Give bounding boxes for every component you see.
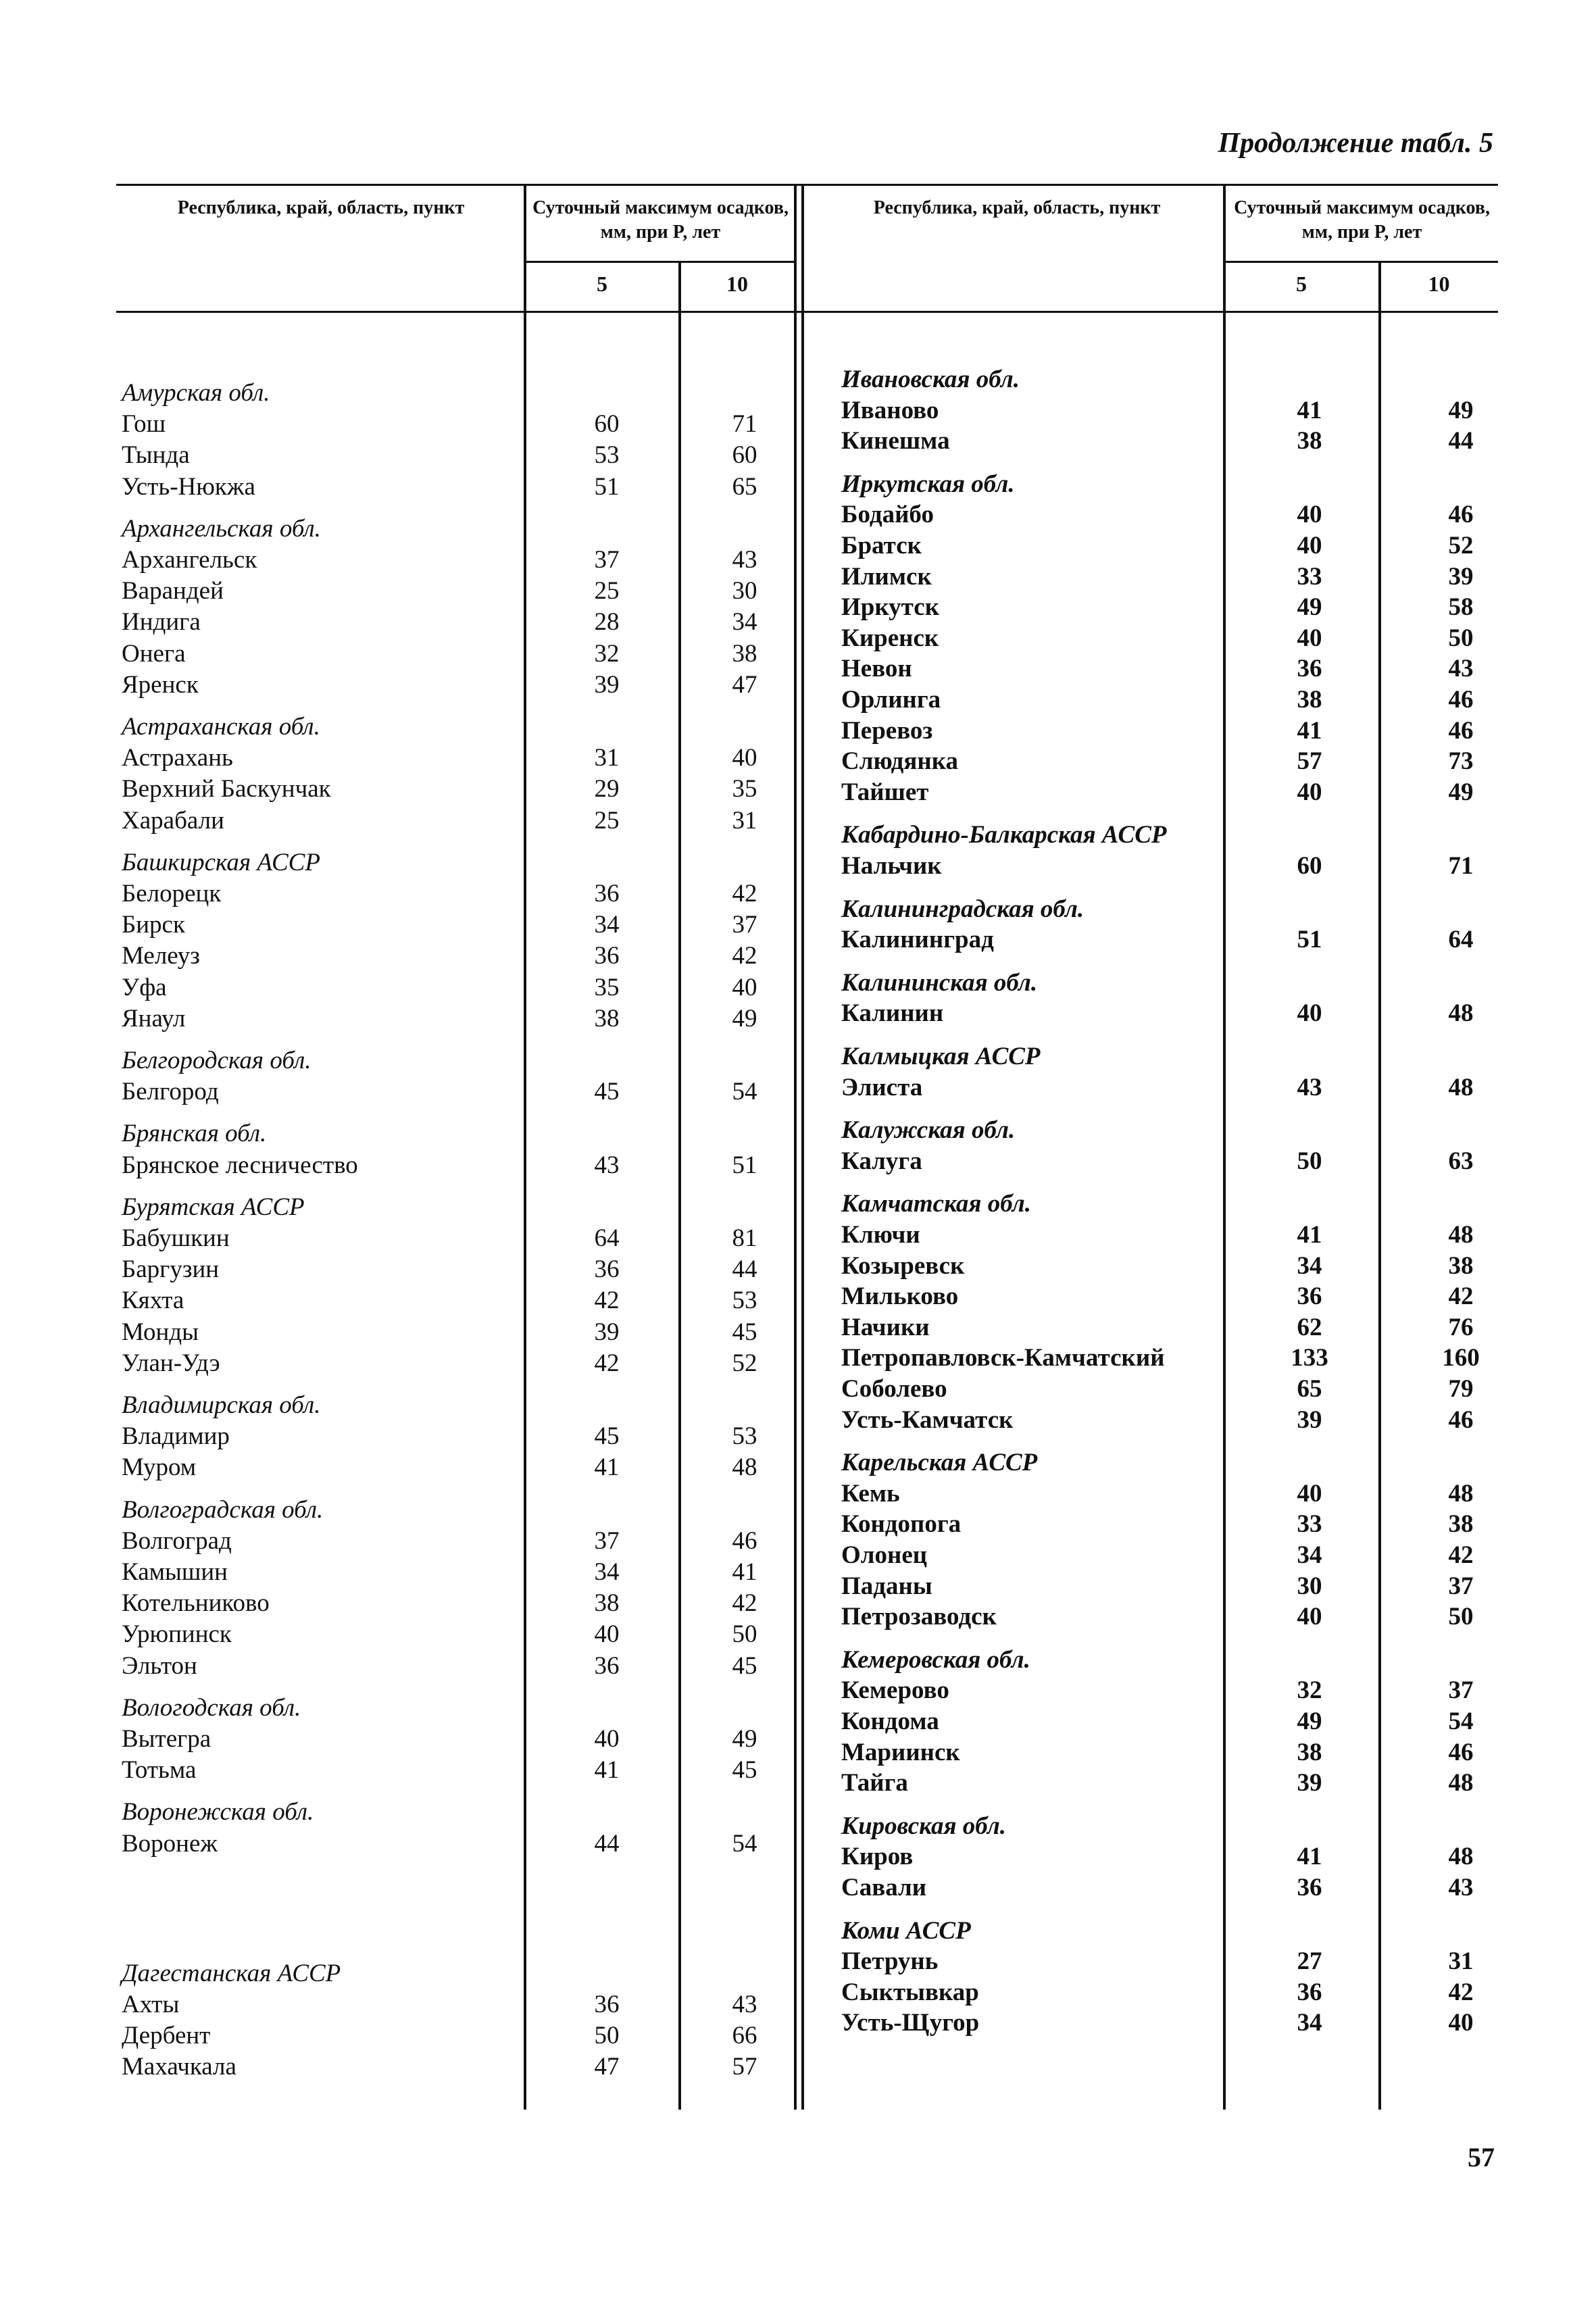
place-name: Петропавловск-Камчатский — [841, 1344, 1165, 1372]
value-p10: 48 — [1448, 1769, 1474, 1797]
region-heading: Карельская АССР — [841, 1449, 1038, 1477]
value-p5: 53 — [594, 441, 620, 470]
value-p5: 40 — [1297, 1479, 1322, 1508]
place-name: Бодайбо — [841, 501, 934, 529]
place-name: Слюдянка — [841, 747, 958, 776]
value-p5: 45 — [594, 1422, 620, 1451]
region-heading: Башкирская АССР — [122, 848, 320, 876]
place-name: Ахты — [122, 1991, 180, 2018]
value-p10: 60 — [732, 441, 757, 470]
value-p5: 133 — [1291, 1344, 1328, 1372]
value-p10: 43 — [1448, 1874, 1474, 1901]
value-p5: 62 — [1297, 1313, 1322, 1341]
value-p5: 35 — [594, 973, 620, 1001]
value-p5: 39 — [1297, 1405, 1322, 1434]
value-p10: 40 — [732, 744, 757, 772]
value-p5: 42 — [594, 1349, 620, 1377]
value-p5: 41 — [1297, 1843, 1322, 1871]
place-name: Невон — [841, 655, 912, 683]
value-p5: 28 — [594, 608, 620, 637]
value-p10: 46 — [1448, 1405, 1474, 1434]
value-p5: 34 — [594, 911, 620, 939]
region-heading: Калмыцкая АССР — [841, 1043, 1041, 1070]
value-p10: 38 — [1448, 1251, 1474, 1280]
value-p10: 45 — [732, 1651, 757, 1680]
value-p5: 39 — [1297, 1769, 1322, 1797]
value-p10: 73 — [1448, 747, 1474, 776]
value-p10: 46 — [1448, 501, 1474, 529]
value-p10: 50 — [1448, 624, 1474, 652]
place-name: Ключи — [841, 1221, 920, 1249]
place-name: Олонец — [841, 1541, 928, 1569]
value-p5: 33 — [1297, 1510, 1322, 1539]
region-heading: Белгородская обл. — [122, 1047, 311, 1074]
value-p5: 40 — [594, 1725, 620, 1753]
value-p5: 45 — [594, 1078, 620, 1106]
value-p10: 47 — [732, 670, 757, 699]
right-sub-divider — [1378, 261, 1381, 2110]
place-name: Монды — [122, 1318, 199, 1346]
place-name: Иркутск — [841, 593, 940, 622]
value-p10: 48 — [1448, 1843, 1474, 1871]
region-heading: Архангельская обл. — [122, 514, 321, 543]
place-name: Эльтон — [122, 1651, 197, 1680]
place-name: Савали — [841, 1874, 927, 1901]
value-p10: 46 — [1448, 686, 1474, 714]
value-p5: 40 — [1297, 1603, 1322, 1631]
value-p10: 41 — [732, 1558, 757, 1586]
place-name: Сыктывкар — [841, 1978, 979, 2006]
value-p10: 37 — [732, 911, 757, 939]
value-p5: 36 — [594, 1255, 620, 1284]
place-name: Астрахань — [122, 744, 233, 772]
value-p5: 34 — [1297, 1251, 1322, 1280]
value-p10: 49 — [732, 1004, 757, 1032]
value-p10: 51 — [732, 1151, 757, 1179]
place-name: Янаул — [122, 1004, 186, 1032]
value-p5: 49 — [1297, 593, 1322, 622]
value-p5: 47 — [594, 2053, 620, 2081]
value-p5: 34 — [1297, 2009, 1322, 2037]
left-sub-divider — [678, 261, 681, 2110]
place-name: Соболево — [841, 1375, 947, 1403]
value-p10: 35 — [732, 775, 757, 803]
value-p10: 48 — [1448, 1073, 1474, 1101]
value-p10: 42 — [732, 880, 757, 907]
place-name: Белгород — [122, 1078, 219, 1106]
value-p10: 48 — [732, 1453, 757, 1482]
value-p5: 38 — [594, 1004, 620, 1032]
value-p10: 64 — [1448, 926, 1474, 954]
place-name: Кяхта — [122, 1287, 184, 1315]
value-p10: 54 — [1448, 1708, 1474, 1735]
value-p10: 48 — [1448, 999, 1474, 1028]
place-name: Кемерово — [841, 1676, 949, 1705]
value-p10: 44 — [1448, 427, 1474, 455]
right-col-divider — [1223, 184, 1226, 2110]
place-name: Киренск — [841, 624, 939, 652]
header-p5-left: 5 — [597, 272, 607, 296]
region-heading: Владимирская обл. — [122, 1391, 321, 1419]
value-p5: 38 — [594, 1589, 620, 1618]
place-name: Бабушкин — [122, 1224, 230, 1252]
header-place-right: Республика, край, область, пункт — [873, 197, 1161, 218]
place-name: Владимир — [122, 1422, 230, 1451]
value-p10: 46 — [732, 1526, 757, 1555]
value-p10: 76 — [1448, 1313, 1474, 1341]
region-heading: Вологодская обл. — [122, 1693, 301, 1722]
value-p10: 40 — [1448, 2009, 1474, 2037]
place-name: Кондома — [841, 1708, 939, 1735]
place-name: Начики — [841, 1313, 930, 1341]
place-name: Усть-Камчатск — [841, 1405, 1014, 1434]
value-p5: 40 — [1297, 778, 1322, 806]
value-p5: 57 — [1297, 747, 1322, 776]
header-precip-right: Суточный максимум осадков, мм, при P, лет — [1234, 197, 1490, 243]
value-p5: 40 — [1297, 532, 1322, 559]
value-p10: 43 — [732, 1991, 757, 2018]
value-p5: 43 — [1297, 1073, 1322, 1101]
value-p10: 49 — [732, 1725, 757, 1753]
value-p10: 38 — [1448, 1510, 1474, 1539]
value-p5: 42 — [594, 1287, 620, 1315]
value-p5: 25 — [594, 577, 620, 605]
center-double-rule-b — [801, 184, 804, 2110]
place-name: Дербент — [122, 2022, 211, 2050]
value-p10: 42 — [1448, 1541, 1474, 1569]
place-name: Гош — [122, 410, 166, 439]
region-heading: Кемеровская обл. — [841, 1645, 1030, 1674]
value-p5: 25 — [594, 806, 620, 835]
value-p10: 39 — [1448, 562, 1474, 591]
place-name: Муром — [122, 1453, 197, 1482]
place-name: Орлинга — [841, 686, 941, 714]
header-p10-right: 10 — [1428, 272, 1450, 296]
value-p5: 36 — [594, 1651, 620, 1680]
header-p5-right: 5 — [1296, 272, 1307, 296]
table-top-rule — [116, 184, 1498, 186]
region-heading: Бурятская АССР — [122, 1193, 305, 1221]
place-name: Кемь — [841, 1479, 900, 1508]
value-p10: 30 — [732, 577, 757, 605]
place-name: Нальчик — [841, 852, 942, 880]
value-p10: 54 — [732, 1829, 757, 1858]
place-name: Усть-Нюкжа — [122, 472, 255, 501]
value-p10: 66 — [732, 2022, 757, 2050]
place-name: Варандей — [122, 577, 224, 605]
place-name: Онега — [122, 639, 186, 668]
value-p10: 63 — [1448, 1147, 1474, 1175]
value-p10: 49 — [1448, 396, 1474, 424]
place-name: Братск — [841, 532, 922, 559]
place-name: Мильково — [841, 1283, 959, 1311]
value-p5: 34 — [594, 1558, 620, 1586]
value-p10: 34 — [732, 608, 757, 637]
value-p5: 33 — [1297, 562, 1322, 591]
page-number: 57 — [1468, 2142, 1495, 2172]
value-p5: 36 — [594, 1991, 620, 2018]
value-p5: 31 — [594, 744, 620, 772]
value-p10: 48 — [1448, 1479, 1474, 1508]
place-name: Уфа — [122, 973, 167, 1001]
header-p10-left: 10 — [726, 272, 748, 296]
value-p10: 42 — [732, 1589, 757, 1618]
place-name: Баргузин — [122, 1255, 220, 1284]
place-name: Харабали — [122, 806, 224, 835]
value-p5: 43 — [594, 1151, 620, 1179]
region-heading: Кировская обл. — [841, 1812, 1007, 1840]
value-p5: 40 — [1297, 624, 1322, 652]
place-name: Брянское лесничество — [122, 1151, 358, 1179]
header-bottom-rule — [116, 311, 1498, 313]
value-p10: 44 — [732, 1255, 757, 1284]
value-p5: 64 — [594, 1224, 620, 1252]
region-heading: Коми АССР — [841, 1916, 971, 1945]
header-place-left: Республика, край, область, пункт — [177, 197, 465, 218]
region-heading: Воронежская обл. — [122, 1798, 314, 1826]
value-p10: 57 — [732, 2053, 757, 2081]
value-p5: 32 — [594, 639, 620, 668]
value-p5: 51 — [1297, 926, 1322, 954]
value-p10: 46 — [1448, 1738, 1474, 1766]
region-heading: Калужская обл. — [841, 1116, 1016, 1145]
place-name: Махачкала — [122, 2053, 236, 2081]
place-name: Бирск — [122, 911, 185, 939]
value-p10: 40 — [732, 973, 757, 1001]
place-name: Тында — [122, 441, 190, 470]
value-p10: 53 — [732, 1287, 757, 1315]
place-name: Мелеуз — [122, 942, 200, 970]
place-name: Улан-Удэ — [122, 1349, 220, 1377]
place-name: Паданы — [841, 1572, 932, 1600]
value-p5: 29 — [594, 775, 620, 803]
region-heading: Камчатская обл. — [841, 1190, 1031, 1218]
place-name: Петрозаводск — [841, 1603, 997, 1631]
value-p10: 50 — [732, 1620, 757, 1649]
place-name: Воронеж — [122, 1829, 218, 1858]
region-heading: Кабардино-Балкарская АССР — [841, 821, 1167, 849]
value-p10: 71 — [732, 410, 757, 439]
value-p5: 36 — [1297, 1978, 1322, 2006]
place-name: Петрунь — [841, 1947, 939, 1976]
place-name: Вытегра — [122, 1725, 211, 1753]
value-p5: 60 — [594, 410, 620, 439]
value-p5: 32 — [1297, 1676, 1322, 1705]
value-p5: 50 — [1297, 1147, 1322, 1175]
region-heading: Астраханская обл. — [122, 713, 320, 741]
value-p5: 36 — [1297, 655, 1322, 683]
region-heading: Ивановская обл. — [841, 366, 1020, 393]
value-p10: 43 — [1448, 655, 1474, 683]
value-p10: 45 — [732, 1318, 757, 1346]
place-name: Индига — [122, 608, 201, 637]
value-p10: 81 — [732, 1224, 757, 1252]
place-name: Тайга — [841, 1769, 908, 1797]
value-p5: 44 — [594, 1829, 620, 1858]
subheader-right-rule — [1224, 261, 1498, 263]
value-p10: 42 — [1448, 1978, 1474, 2006]
value-p5: 38 — [1297, 427, 1322, 455]
value-p5: 60 — [1297, 852, 1322, 880]
place-name: Калуга — [841, 1147, 922, 1175]
value-p10: 54 — [732, 1078, 757, 1106]
value-p10: 79 — [1448, 1375, 1474, 1403]
header-precip-left: Суточный максимум осадков, мм, при P, лет — [532, 197, 789, 243]
place-name: Урюпинск — [122, 1620, 232, 1649]
value-p10: 46 — [1448, 716, 1474, 745]
value-p5: 50 — [594, 2022, 620, 2050]
place-name: Мариинск — [841, 1738, 960, 1766]
place-name: Кондопога — [841, 1510, 962, 1539]
region-heading: Дагестанская АССР — [122, 1959, 341, 1987]
value-p10: 42 — [1448, 1283, 1474, 1311]
place-name: Киров — [841, 1843, 914, 1871]
place-name: Калининград — [841, 926, 994, 954]
value-p10: 31 — [732, 806, 757, 835]
value-p10: 160 — [1442, 1344, 1480, 1372]
value-p5: 39 — [594, 1318, 620, 1346]
place-name: Верхний Баскунчак — [122, 775, 331, 803]
value-p5: 41 — [1297, 716, 1322, 745]
value-p5: 41 — [594, 1756, 620, 1785]
place-name: Белорецк — [122, 880, 222, 907]
place-name: Илимск — [841, 562, 932, 591]
value-p5: 36 — [1297, 1874, 1322, 1901]
place-name: Волгоград — [122, 1526, 232, 1555]
region-heading: Калининградская обл. — [841, 895, 1084, 923]
subheader-left-rule — [524, 261, 795, 263]
place-name: Перевоз — [841, 716, 933, 745]
value-p10: 65 — [732, 472, 757, 501]
value-p5: 37 — [594, 1526, 620, 1555]
place-name: Козыревск — [841, 1251, 965, 1280]
value-p10: 50 — [1448, 1603, 1474, 1631]
value-p5: 36 — [1297, 1283, 1322, 1311]
value-p5: 38 — [1297, 686, 1322, 714]
center-double-rule-a — [794, 184, 797, 2110]
value-p10: 37 — [1448, 1676, 1474, 1705]
left-col-divider — [524, 184, 526, 2110]
value-p5: 36 — [594, 880, 620, 907]
region-heading: Брянская обл. — [122, 1120, 267, 1148]
value-p10: 48 — [1448, 1221, 1474, 1249]
value-p10: 45 — [732, 1756, 757, 1785]
value-p10: 53 — [732, 1422, 757, 1451]
value-p10: 43 — [732, 546, 757, 574]
value-p5: 40 — [594, 1620, 620, 1649]
value-p5: 40 — [1297, 999, 1322, 1028]
value-p10: 31 — [1448, 1947, 1474, 1976]
value-p5: 37 — [594, 546, 620, 574]
value-p5: 40 — [1297, 501, 1322, 529]
value-p5: 39 — [594, 670, 620, 699]
region-heading: Амурская обл. — [122, 379, 270, 407]
value-p5: 27 — [1297, 1947, 1322, 1976]
value-p10: 42 — [732, 942, 757, 970]
region-heading: Иркутская обл. — [841, 470, 1015, 498]
value-p5: 41 — [1297, 396, 1322, 424]
value-p5: 51 — [594, 472, 620, 501]
value-p10: 71 — [1448, 852, 1474, 880]
value-p5: 41 — [594, 1453, 620, 1482]
value-p10: 52 — [1448, 532, 1474, 559]
value-p10: 38 — [732, 639, 757, 668]
place-name: Кинешма — [841, 427, 950, 455]
place-name: Камышин — [122, 1558, 228, 1586]
place-name: Яренск — [122, 670, 199, 699]
place-name: Калинин — [841, 999, 944, 1028]
value-p10: 58 — [1448, 593, 1474, 622]
value-p5: 30 — [1297, 1572, 1322, 1600]
value-p5: 38 — [1297, 1738, 1322, 1766]
value-p5: 49 — [1297, 1708, 1322, 1735]
value-p10: 49 — [1448, 778, 1474, 806]
place-name: Архангельск — [122, 546, 257, 574]
place-name: Иваново — [841, 396, 939, 424]
value-p5: 65 — [1297, 1375, 1322, 1403]
place-name: Котельниково — [122, 1589, 270, 1618]
place-name: Усть-Щугор — [841, 2009, 980, 2037]
place-name: Тайшет — [841, 778, 929, 806]
place-name: Тотьма — [122, 1756, 197, 1785]
region-heading: Волгоградская обл. — [122, 1495, 324, 1524]
value-p10: 52 — [732, 1349, 757, 1377]
value-p5: 41 — [1297, 1221, 1322, 1249]
region-heading: Калининская обл. — [841, 968, 1038, 997]
value-p5: 34 — [1297, 1541, 1322, 1569]
value-p5: 36 — [594, 942, 620, 970]
place-name: Элиста — [841, 1073, 923, 1101]
value-p10: 37 — [1448, 1572, 1474, 1600]
table-caption: Продолжение табл. 5 — [1218, 128, 1493, 159]
